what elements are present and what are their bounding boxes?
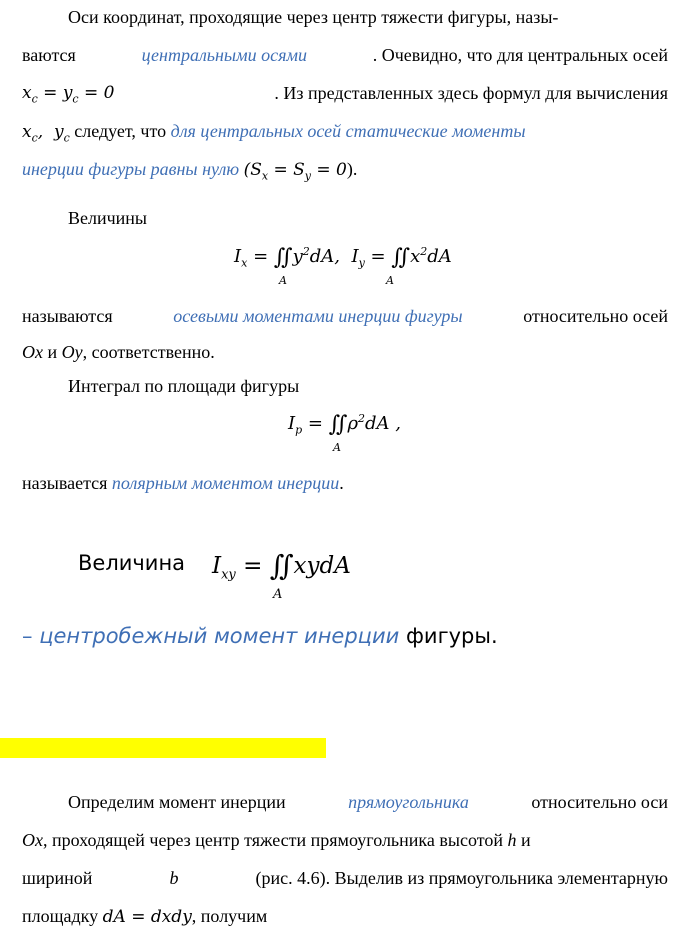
formula-centrifugal-moment: $I_{xy}$ = ∬xydA	[212, 549, 351, 583]
term-centrifugal-moment: центробежный момент инерции	[39, 624, 400, 648]
p2-after-line-1	[22, 305, 668, 327]
p1-line-4-text: следует, что	[74, 121, 167, 141]
p5-line-1	[68, 791, 668, 813]
p3-after	[22, 472, 668, 494]
p1-line-4	[22, 120, 668, 149]
p5-line-4-start: площадку	[22, 906, 99, 926]
p4-line-1	[78, 551, 185, 575]
p5-line-2-text: , проходящей через центр тяжести прямоугольника высотой	[43, 830, 503, 850]
p5-line-4-end: , получим	[191, 906, 268, 926]
p1-line-3-text: . Из представленных здесь формул для вычисления	[274, 83, 668, 103]
term-static-moments: для центральных осей статические моменты	[170, 121, 526, 141]
p3-intro: Интеграл по площади фигуры	[68, 376, 300, 396]
p1-line-5	[22, 158, 668, 187]
term-axial-moments: осевыми моментами инерции фигуры	[173, 306, 463, 326]
p5-line-3: шириной b (рис. 4.6). Выделив из прямоугольника элементарную	[22, 868, 668, 888]
p3-after-end: .	[339, 473, 344, 493]
p1-line-2	[22, 44, 668, 66]
term-equal-zero: инерции фигуры равны нулю	[22, 159, 240, 179]
math-xc-yc: $x_c$, $y_c$	[22, 122, 70, 145]
formula-axial-moments: $I_x$ = $∬y^2dA$, $I_y$ = $∬x^2dA$	[234, 245, 452, 270]
eq-sx-sy-zero: ($S_x = S_y = 0$	[243, 160, 347, 183]
p4-word: Величина	[78, 551, 186, 575]
p5-line-2-end: и	[520, 830, 531, 850]
term-rectangle: прямоугольника	[348, 792, 469, 812]
integral-domain-a: A	[279, 274, 287, 287]
p5-line-1-end: относительно оси	[531, 792, 668, 812]
p5-line-1-start: Определим момент инерции	[68, 792, 286, 812]
p2-line-2-end: , соответственно.	[82, 342, 215, 362]
p1-line-5-end: ).	[346, 159, 358, 179]
p4-dash: –	[22, 624, 33, 648]
p4-end: фигуры.	[405, 624, 498, 648]
p1-line-2-start: ваются	[22, 45, 76, 65]
term-polar-moment: полярным моментом инерции	[111, 473, 340, 493]
p5-line-3-start: шириной	[22, 868, 93, 888]
p5-line-3-end: (рис. 4.6). Выделив из прямоугольника элементарную	[255, 868, 668, 888]
p2-after-start: называются	[22, 306, 113, 326]
p2-after-line-2: Ox и Oy, соответственно.	[22, 342, 215, 362]
p4-line-2	[22, 624, 498, 648]
p5-line-4	[22, 905, 668, 928]
term-central-axes: центральными осями	[141, 45, 307, 65]
p1-line-1-text: Оси координат, проходящие через центр тяжести фигуры, назы-	[68, 7, 559, 27]
formula-polar-moment: $I_p$ = $∬\rho^2dA$ ,	[288, 412, 401, 437]
p2-conj: и	[47, 342, 58, 362]
p1-line-3	[22, 82, 668, 110]
integral-domain-a: A	[386, 274, 394, 287]
eq-da-dxdy: dA = dxdy	[102, 907, 192, 927]
p3-after-start: называется	[22, 473, 108, 493]
p2-intro: Величины	[68, 208, 148, 228]
highlight-marker-bar	[0, 738, 326, 758]
p5-line-2: Ox, проходящей через центр тяжести прямоугольника высотой h и	[22, 830, 531, 850]
integral-domain-a: A	[333, 441, 341, 454]
p1-line-2-end: . Очевидно, что для центральных осей	[372, 45, 668, 65]
p1-line-1	[68, 6, 668, 28]
eq-xc-yc-zero: $x_c = y_c = 0$	[22, 83, 115, 106]
p2-after-end: относительно осей	[523, 306, 668, 326]
integral-domain-a: A	[273, 587, 283, 602]
